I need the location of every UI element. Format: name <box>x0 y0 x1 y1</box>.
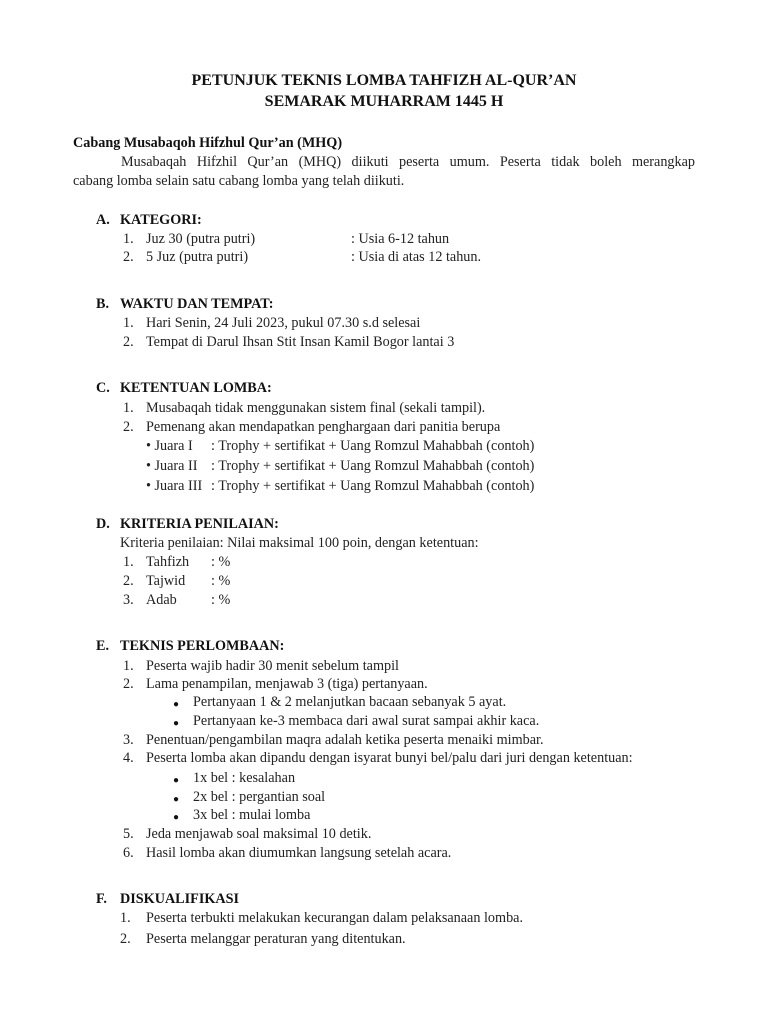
bullet-icon: ● <box>173 812 180 823</box>
criteria-intro: Kriteria penilaian: Nilai maksimal 100 poin, dengan ketentuan: <box>120 535 479 551</box>
bell-bullet-3-text: 3x bel : mulai lomba <box>193 807 311 823</box>
technical-item-2-text: Lama penampilan, menjawab 3 (tiga) pertanyaan. <box>146 676 428 692</box>
technical-item-5-text: Jeda menjawab soal maksimal 10 detik. <box>146 826 372 842</box>
category-1-name: Juz 30 (putra putri) <box>146 231 256 247</box>
section-c-letter: C. <box>96 380 110 396</box>
criteria-1-name: Tahfizh <box>146 554 190 570</box>
technical-item-3-text: Penentuan/pengambilan maqra adalah ketika peserta menaiki mimbar. <box>146 732 544 748</box>
branch-intro-line2: cabang lomba selain satu cabang lomba yang telah diikuti. <box>73 173 405 189</box>
criteria-1-number: 1. <box>123 554 134 570</box>
category-1-age: : Usia 6-12 tahun <box>351 231 450 247</box>
section-f-title: DISKUALIFIKASI <box>120 891 240 907</box>
prize-1-text: : Trophy + sertifikat + Uang Romzul Mahabbah (contoh) <box>211 438 535 454</box>
rule-item-2-text: Pemenang akan mendapatkan penghargaan dari panitia berupa <box>146 419 501 435</box>
section-b-letter: B. <box>96 296 110 312</box>
branch-intro-line1: Musabaqah Hifzhil Qur’an (MHQ) diikuti peserta umum. Peserta tidak boleh merangkap <box>121 154 695 170</box>
section-e-title: TEKNIS PERLOMBAAN: <box>120 638 285 654</box>
category-2-number: 2. <box>123 249 134 265</box>
technical-item-6-text: Hasil lomba akan diumumkan langsung setelah acara. <box>146 845 452 861</box>
time-item-2-number: 2. <box>123 334 134 350</box>
criteria-2-number: 2. <box>123 573 134 589</box>
question-bullet-1-text: Pertanyaan 1 & 2 melanjutkan bacaan sebanyak 5 ayat. <box>193 694 507 710</box>
criteria-2-name: Tajwid <box>146 573 186 589</box>
time-item-2-text: Tempat di Darul Ihsan Stit Insan Kamil Bogor lantai 3 <box>146 334 455 350</box>
technical-item-1-text: Peserta wajib hadir 30 menit sebelum tampil <box>146 658 399 674</box>
bullet-icon: ● <box>173 699 180 710</box>
prize-3-label: • Juara III <box>146 478 203 494</box>
rule-item-1-number: 1. <box>123 400 134 416</box>
rule-item-1-text: Musabaqah tidak menggunakan sistem final (sekali tampil). <box>146 400 486 416</box>
branch-heading: Cabang Musabaqoh Hifzhul Qur’an (MHQ) <box>73 135 343 151</box>
technical-item-4-text: Peserta lomba akan dipandu dengan isyarat bunyi bel/palu dari juri dengan ketentuan: <box>146 750 633 766</box>
rule-item-2-number: 2. <box>123 419 134 435</box>
category-2-age: : Usia di atas 12 tahun. <box>351 249 482 265</box>
technical-item-6-number: 6. <box>123 845 134 861</box>
technical-item-2-number: 2. <box>123 676 134 692</box>
bell-bullet-2-text: 2x bel : pergantian soal <box>193 789 326 805</box>
time-item-1-number: 1. <box>123 315 134 331</box>
bullet-icon: ● <box>173 775 180 786</box>
prize-1-label: • Juara I <box>146 438 193 454</box>
technical-item-4-number: 4. <box>123 750 134 766</box>
document-title-line2: SEMARAK MUHARRAM 1445 H <box>264 93 504 110</box>
prize-3-text: : Trophy + sertifikat + Uang Romzul Mahabbah (contoh) <box>211 478 535 494</box>
section-a-title: KATEGORI: <box>120 212 202 228</box>
bullet-icon: ● <box>173 794 180 805</box>
criteria-2-value: : % <box>211 573 231 589</box>
criteria-1-value: : % <box>211 554 231 570</box>
disqualify-item-2-text: Peserta melanggar peraturan yang ditentukan. <box>146 931 406 947</box>
prize-2-text: : Trophy + sertifikat + Uang Romzul Mahabbah (contoh) <box>211 458 535 474</box>
section-f-letter: F. <box>96 891 107 907</box>
disqualify-item-2-number: 2. <box>120 931 131 947</box>
section-c-title: KETENTUAN LOMBA: <box>120 380 272 396</box>
bullet-icon: ● <box>173 718 180 729</box>
criteria-3-name: Adab <box>146 592 177 608</box>
disqualify-item-1-number: 1. <box>120 910 131 926</box>
time-item-1-text: Hari Senin, 24 Juli 2023, pukul 07.30 s.d selesai <box>146 315 421 331</box>
technical-item-1-number: 1. <box>123 658 134 674</box>
document-title-line1: PETUNJUK TEKNIS LOMBA TAHFIZH AL-QUR’AN <box>191 72 577 89</box>
disqualify-item-1-text: Peserta terbukti melakukan kecurangan dalam pelaksanaan lomba. <box>146 910 524 926</box>
prize-2-label: • Juara II <box>146 458 198 474</box>
criteria-3-value: : % <box>211 592 231 608</box>
question-bullet-2-text: Pertanyaan ke-3 membaca dari awal surat sampai akhir kaca. <box>193 713 540 729</box>
technical-item-3-number: 3. <box>123 732 134 748</box>
section-d-title: KRITERIA PENILAIAN: <box>120 516 279 532</box>
bell-bullet-1-text: 1x bel : kesalahan <box>193 770 296 786</box>
section-e-letter: E. <box>96 638 110 654</box>
criteria-3-number: 3. <box>123 592 134 608</box>
technical-item-5-number: 5. <box>123 826 134 842</box>
section-d-letter: D. <box>96 516 110 532</box>
category-2-name: 5 Juz (putra putri) <box>146 249 249 265</box>
section-b-title: WAKTU DAN TEMPAT: <box>120 296 274 312</box>
category-1-number: 1. <box>123 231 134 247</box>
section-a-letter: A. <box>96 212 110 228</box>
